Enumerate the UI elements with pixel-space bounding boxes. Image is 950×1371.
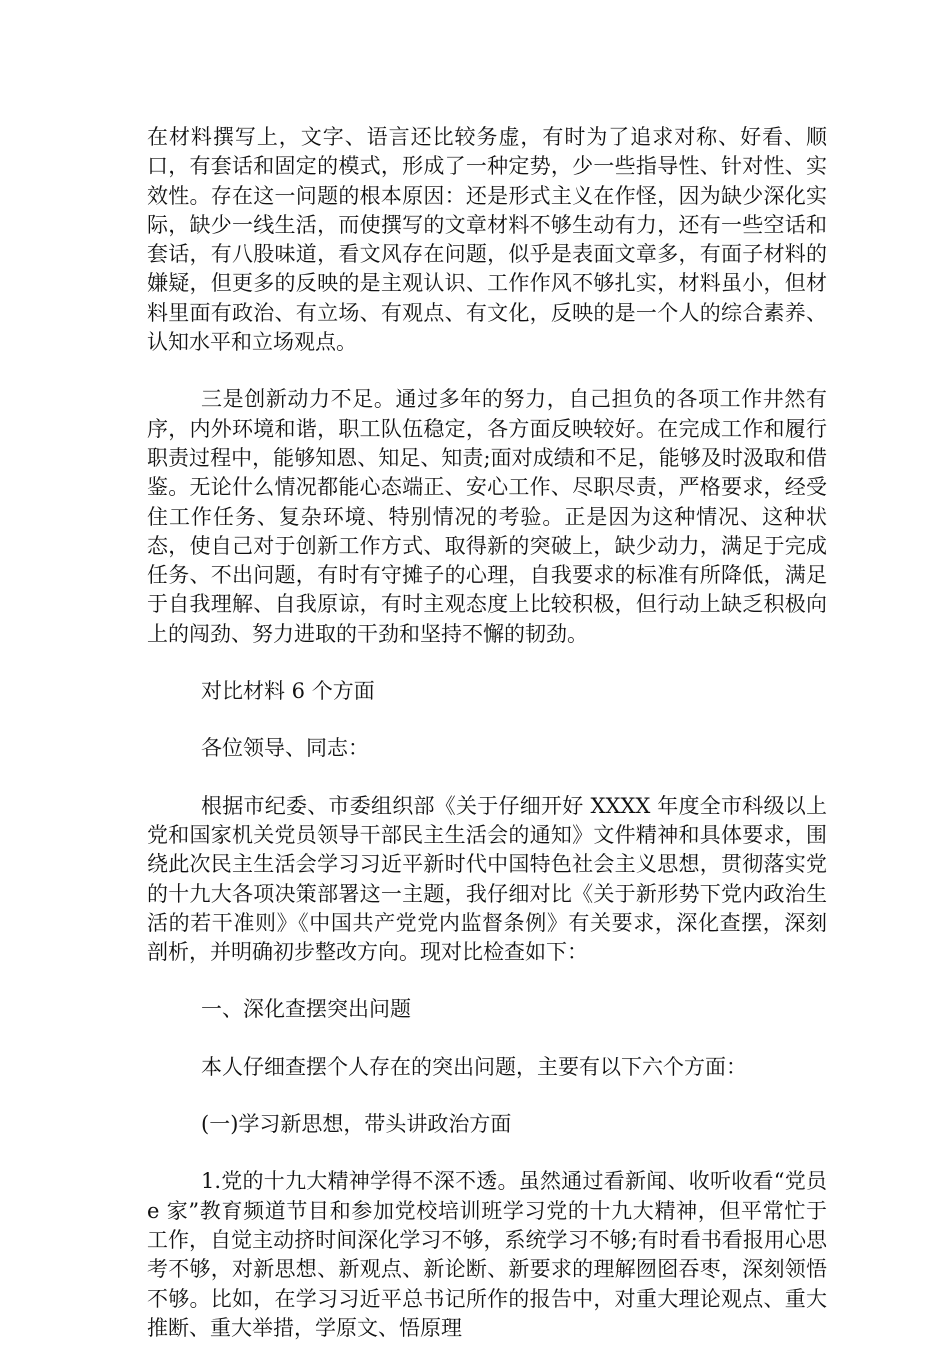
paragraph-introduction: 根据市纪委、市委组织部《关于仔细开好 XXXX 年度全市科级以上党和国家机关党员领导干部民主生活会的通知》文件精神和具体要求，围绕此次民主生活会学习习近平新时代中国特色社会主义思想，贯彻落实党的十九大各项决策部署这一主题，我仔细对比《关于新形势下党内政治生活的若干准则》《中国共产党党内监督条例》有关要求，深化查摆，深刻剖析，并明确初步整改方向。现对比检查如下： xyxy=(147,793,827,965)
paragraph-item-1: 1.党的十九大精神学得不深不透。虽然通过看新闻、收听收看“党员 e 家”教育频道节目和参加党校培训班学习党的十九大精神，但平常忙于工作，自觉主动挤时间深化学习不够，系统学习不够;有时看书看报用心思考不够，对新思想、新观点、新论断、新要求的理解囫囵吞枣，深刻领悟不够。比如，在学习习近平总书记所作的报告中，对重大理论观点、重大推断、重大举措，学原文、悟原理 xyxy=(147,1169,827,1340)
paragraph-summary: 本人仔细查摆个人存在的突出问题，主要有以下六个方面： xyxy=(201,1054,747,1079)
paragraph-material-writing: 在材料撰写上，文字、语言还比较务虚，有时为了追求对称、好看、顺口，有套话和固定的模式，形成了一种定势，少一些指导性、针对性、实效性。存在这一问题的根本原因：还是形式主义在作怪，因为缺少深化实际，缺少一线生活，而使撰写的文章材料不够生动有力，还有一些空话和套话，有八股味道，看文风存在问题，似乎是表面文章多，有面子材料的嫌疑，但更多的反映的是主观认识、工作作风不够扎实，材料虽小，但材料里面有政治、有立场、有观点、有文化，反映的是一个人的综合素养、认知水平和立场观点。 xyxy=(147,125,827,355)
section-heading-1: 一、深化查摆突出问题 xyxy=(201,997,411,1022)
paragraph-innovation-motivation: 三是创新动力不足。通过多年的努力，自己担负的各项工作井然有序，内外环境和谐，职工队伍稳定，各方面反映较好。在完成工作和履行职责过程中，能够知恩、知足、知责;面对成绩和不足，能够及时汲取和借鉴。无论什么情况都能心态端正、安心工作、尽职尽责，严格要求，经受住工作任务、复杂环境、特别情况的考验。正是因为这种情况、这种状态，使自己对于创新工作方式、取得新的突破上，缺少动力，满足于完成任务、不出问题，有时有守摊子的心理，自我要求的标准有所降低，满足于自我理解、自我原谅，有时主观态度上比较积极，但行动上缺乏积极向上的闯劲、努力进取的干劲和坚持不懈的韧劲。 xyxy=(147,387,827,646)
salutation: 各位领导、同志： xyxy=(201,736,369,761)
subsection-heading-1: (一)学习新思想，带头讲政治方面 xyxy=(201,1112,512,1137)
section-title-comparison: 对比材料 6 个方面 xyxy=(201,679,375,704)
document-page xyxy=(147,123,827,1371)
